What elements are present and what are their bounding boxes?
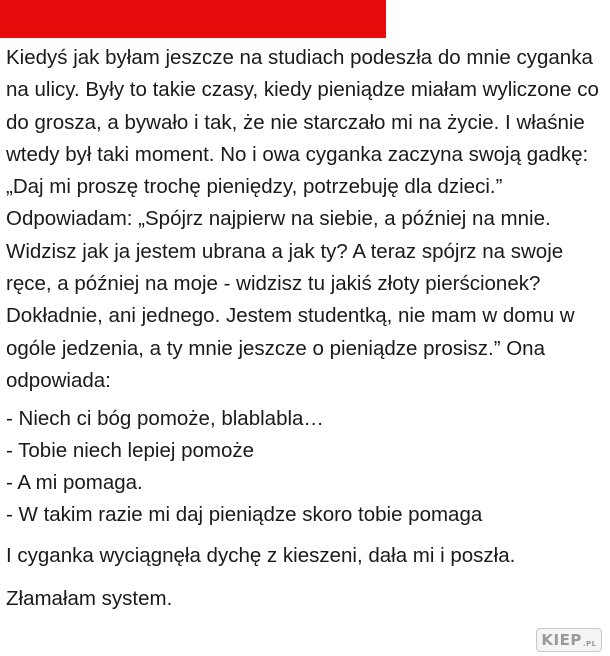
dialog-line: - W takim razie mi daj pieniądze skoro tobie pomaga (6, 503, 483, 527)
header-red-bar (0, 0, 386, 38)
story-text (6, 42, 606, 615)
logo-suffix: .PL (582, 640, 597, 648)
story-paragraph-3: Złamałam system. (6, 587, 173, 611)
dialog-line: - Tobie niech lepiej pomoże (6, 439, 255, 463)
dialog-line: - Niech ci bóg pomoże, blablabla… (6, 407, 324, 431)
story-paragraph-2: I cyganka wyciągnęła dychę z kieszeni, dała mi i poszła. (6, 544, 516, 568)
dialog-line: - A mi pomaga. (6, 471, 143, 495)
dialog-list (6, 403, 606, 531)
kiep-logo (536, 628, 602, 652)
logo-brand: KIEP (541, 631, 582, 649)
story-paragraph-1: Kiedyś jak byłam jeszcze na studiach podeszła do mnie cyganka na ulicy. Były to takie czasy, kiedy pieniądze miałam wyliczone co do grosza, a bywało i tak, że nie starczało mi na życie. I właśnie wtedy był taki moment. No i owa cyganka zaczyna swoją gadkę: „Daj mi proszę trochę pieniędzy, potrzebuję dla dzieci.” Odpowiadam: „Spójrz najpierw na siebie, a później na mnie. Widzisz jak ja jestem ubrana a jak ty? A teraz spójrz na swoje ręce, a później na moje - widzisz tu jakiś złoty pierścionek? Dokładnie, ani jednego. Jestem studentką, nie mam w domu w ogóle jedzenia, a ty mnie jeszcze o pieniądze prosisz.” Ona odpowiada: (6, 46, 599, 392)
